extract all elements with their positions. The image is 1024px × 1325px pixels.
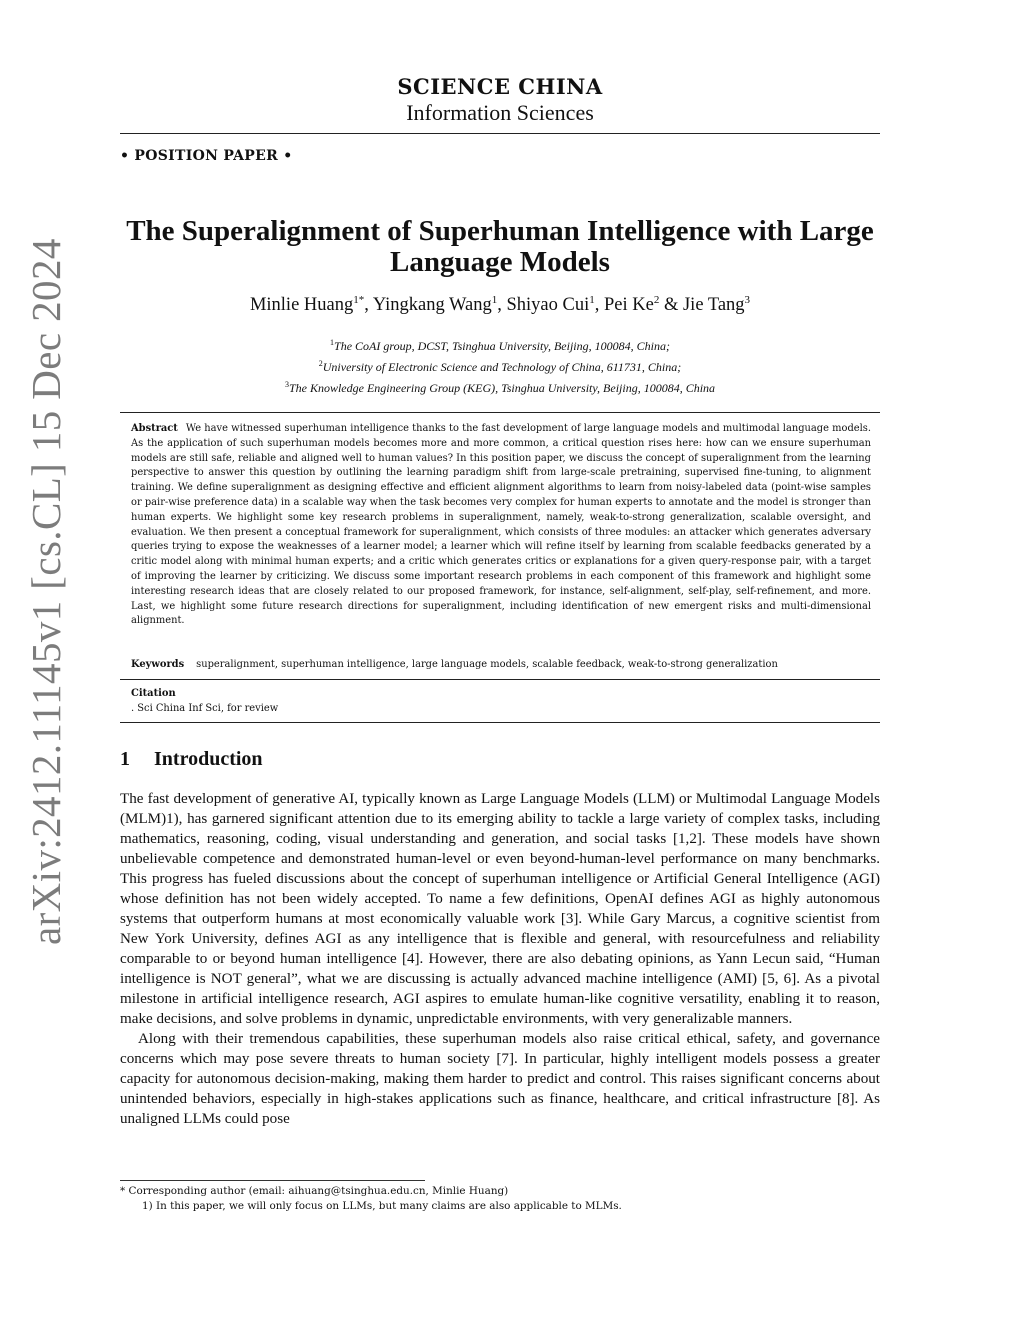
author-name: Jie Tang	[682, 295, 745, 316]
citation-label: Citation	[131, 688, 176, 699]
paragraph: Along with their tremendous capabilities, these superhuman models also raise critical ethical, safety, and governance concerns which may pose severe threats to human society [7]. In particular, highly intelligent models possess a greater capacity for autonomous decision-making, making them harder to predict and control. This raises significant concerns about unintended behaviors, especially in high-stakes applications such as finance, healthcare, and critical infrastructure [8]. As unaligned LLMs could pose	[120, 1031, 880, 1127]
affiliation-list	[120, 334, 880, 397]
author-affil-mark: 1	[589, 294, 595, 306]
paragraph: The fast development of generative AI, typically known as Large Language Models (LLM) or Multimodal Language Models (MLM)1), has garnered significant attention due to its emerging ability to tackle a large variety of complex tasks, including mathematics, reasoning, coding, visual understanding and generation, and social tasks [1,2]. These models have shown unbelievable competence and demonstrated human-level or even beyond-human-level performance on many benchmarks. This progress has fueled discussions about the concept of superhuman intelligence or Artificial General Intelligence (AGI) whose definition has not been widely accepted. To name a few definitions, OpenAI defines AGI as highly autonomous systems that outperform humans at most economically valuable work [3]. While Gary Marcus, a cognitive scientist from New York University, defines AGI as any intelligence that is flexible and general, with resourcefulness and reliability comparable to or beyond human intelligence [4]. However, there are also debating opinions, as Yann Lecun said, “Human intelligence is NOT general”, what we are discussing is actually advanced machine intelligence (AMI) [5, 6]. As a pivotal milestone in artificial intelligence research, AGI aspires to emulate human-like cognitive versatility, enabling it to reason, make decisions, and solve problems in dynamic, unpredictable environments, with very generalizable manners.	[120, 791, 880, 1027]
body-text	[120, 789, 880, 1129]
affiliation-mark: 1	[330, 338, 335, 347]
author-affil-mark: 2	[653, 294, 660, 306]
affiliation-mark: 3	[284, 380, 289, 389]
citation-rule	[120, 722, 880, 723]
footnote-rule	[120, 1180, 425, 1181]
paper-title: The Superalignment of Superhuman Intelligence with Large Language Models	[126, 215, 874, 278]
journal-header	[120, 74, 880, 126]
author-separator: &	[659, 295, 683, 316]
affiliation	[120, 355, 880, 376]
journal-subtitle: Information Sciences	[406, 100, 594, 125]
author-separator: ,	[594, 295, 604, 316]
section-heading	[120, 748, 263, 771]
keywords-label: Keywords	[131, 659, 185, 670]
keywords-text: superalignment, superhuman intelligence, large language models, scalable feedback, weak-to-strong generalization	[196, 659, 778, 670]
keywords-rule	[120, 679, 880, 680]
author-affil-mark: 3	[744, 294, 751, 306]
affiliation-text: The CoAI group, DCST, Tsinghua University, Beijing, 100084, China;	[334, 339, 670, 353]
footnote: 1) In this paper, we will only focus on LLMs, but many claims are also applicable to MLMs.	[142, 1200, 622, 1212]
section-title: Introduction	[154, 748, 263, 770]
header-rule	[120, 133, 880, 134]
abstract-top-rule	[120, 412, 880, 413]
affiliation-mark: 2	[318, 359, 323, 368]
citation-text: . Sci China Inf Sci, for review	[131, 703, 279, 714]
affiliation-text: University of Electronic Science and Technology of China, 611731, China;	[322, 360, 682, 374]
author-affil-mark: 1*	[353, 294, 365, 306]
author-affil-mark: 1	[491, 294, 498, 306]
author-list	[120, 294, 880, 316]
author-name: Pei Ke	[604, 295, 654, 316]
footnote: * Corresponding author (email: aihuang@tsinghua.edu.cn, Minlie Huang)	[120, 1185, 509, 1197]
author-name: Shiyao Cui	[506, 295, 590, 316]
section-number: 1	[120, 748, 130, 770]
affiliation	[120, 334, 880, 355]
affiliation	[120, 376, 880, 397]
affiliation-text: The Knowledge Engineering Group (KEG), Tsinghua University, Beijing, 100084, China	[288, 381, 716, 395]
journal-name: SCIENCE CHINA	[397, 74, 603, 99]
keywords	[131, 659, 871, 670]
footnotes	[120, 1184, 880, 1214]
abstract	[131, 422, 871, 629]
author-separator: ,	[364, 295, 373, 316]
author-separator: ,	[497, 295, 507, 316]
citation-block	[131, 686, 278, 716]
author-name: Yingkang Wang	[372, 295, 492, 316]
arxiv-identifier: arXiv:2412.11145v1 [cs.CL] 15 Dec 2024	[23, 238, 69, 945]
abstract-label: Abstract	[131, 423, 178, 434]
abstract-text: We have witnessed superhuman intelligence thanks to the fast development of large language models and multimodal language models. As the application of such superhuman models becomes more and more common, a critical question rises here: how can we ensure superhuman models are still safe, reliable and aligned well to human values? In this position paper, we discuss the concept of superalignment from the learning perspective to answer this question by outlining the learning paradigm shift from large-scale pretraining, supervised fine-tuning, to alignment training. We define superalignment as designing effective and efficient alignment algorithms to learn from noisy-labeled data (point-wise samples or pair-wise preference data) in a scalable way when the task becomes very complex for human experts to annotate and the model is stronger than human experts. We highlight some key research problems in superalignment, namely, weak-to-strong generalization, scalable oversight, and evaluation. We then present a conceptual framework for superalignment, which consists of three modules: an attacker which generates adversary queries trying to expose the weaknesses of a learner model; a learner which will refine itself by learning from scalable feedbacks generated by a critic model along with minimal human experts; and a critic which generates critics or explanations for a given query-response pair, with a target of improving the learner by criticizing. We discuss some important research problems in each component of this framework and highlight some interesting research ideas that are closely related to our proposed framework, for instance, self-alignment, self-play, self-refinement, and more. Last, we highlight some future research directions for superalignment, including identification of new emergent risks and multi-dimensional alignment.	[131, 423, 871, 627]
paper-type: • POSITION PAPER •	[120, 148, 293, 164]
author-name: Minlie Huang	[249, 295, 354, 316]
